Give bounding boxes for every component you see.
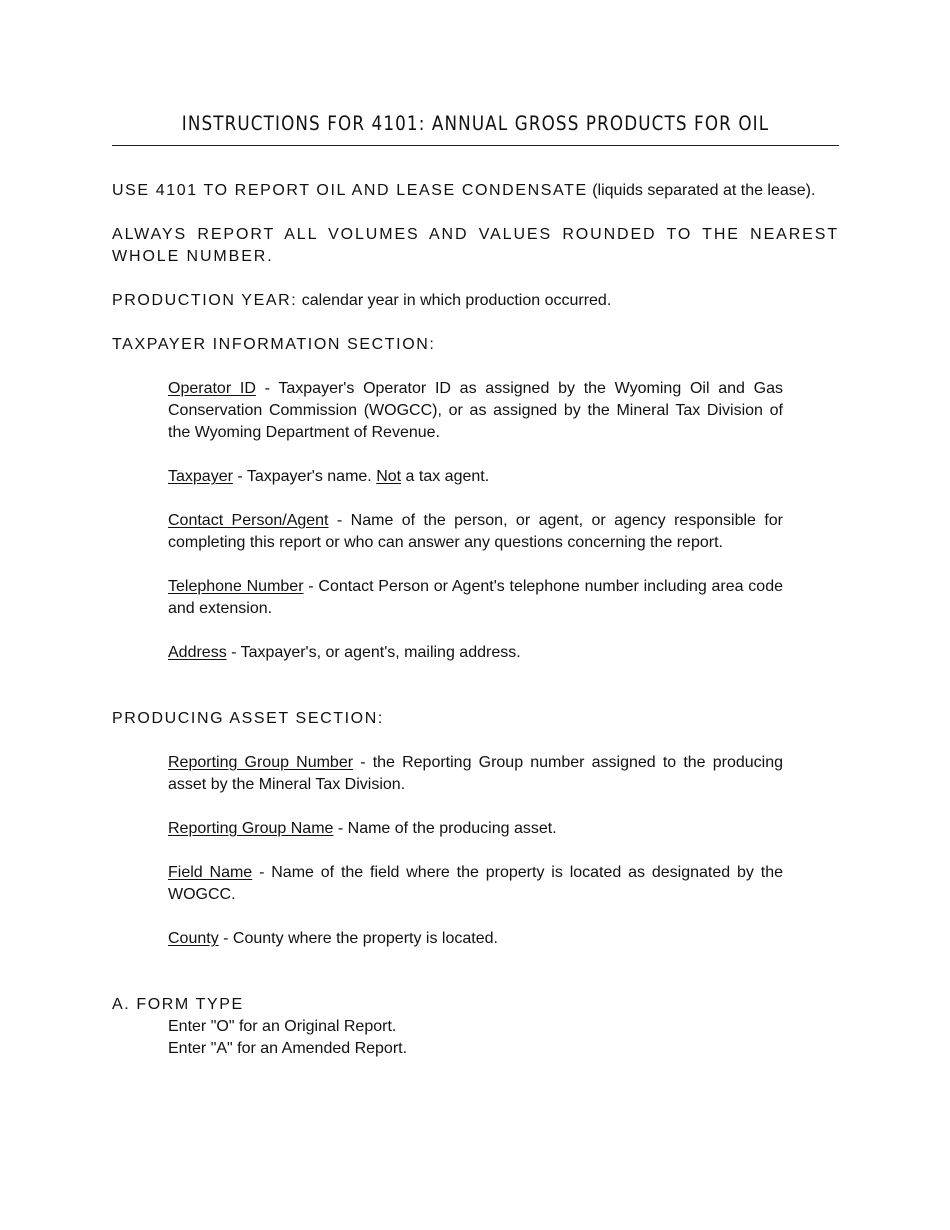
telephone-number-text: - Contact Person or Agent's telephone number including area code and extension. xyxy=(168,578,783,617)
intro-use-caps: USE 4101 TO REPORT OIL AND LEASE CONDENSATE xyxy=(112,182,588,199)
reporting-group-name-text: - Name of the producing asset. xyxy=(333,820,557,837)
operator-id-item xyxy=(168,378,783,444)
field-name-item xyxy=(168,862,783,906)
taxpayer-not-term: Not xyxy=(376,468,402,485)
production-year-label: PRODUCTION YEAR: xyxy=(112,292,298,309)
contact-person-text: - Name of the person, or agent, or agency responsible for completing this report or who can answer any questions concerning the report. xyxy=(168,512,784,551)
production-year-line xyxy=(112,290,611,312)
county-item xyxy=(168,928,783,950)
telephone-number-term: Telephone Number xyxy=(168,578,304,595)
taxpayer-text-b: a tax agent. xyxy=(401,468,490,485)
field-name-text: - Name of the field where the property is located as designated by the WOGCC. xyxy=(168,864,784,903)
taxpayer-term: Taxpayer xyxy=(168,468,233,485)
intro-use-line xyxy=(112,180,815,202)
address-item xyxy=(168,642,783,664)
taxpayer-text-a: - Taxpayer's name. xyxy=(232,468,377,485)
form-type-original-line: Enter "O" for an Original Report. xyxy=(168,1018,397,1035)
reporting-group-number-text: - the Reporting Group number assigned to the producing asset by the Mineral Tax Division. xyxy=(168,754,784,793)
contact-person-term: Contact Person/Agent xyxy=(168,512,329,529)
title-divider xyxy=(112,145,839,146)
production-year-text: calendar year in which production occurred. xyxy=(297,292,612,309)
operator-id-term: Operator ID xyxy=(168,380,256,397)
form-type-heading: A. FORM TYPE xyxy=(112,996,244,1013)
reporting-group-name-item xyxy=(168,818,783,840)
page-title: INSTRUCTIONS FOR 4101: ANNUAL GROSS PRODUCTS FOR OIL xyxy=(181,112,770,135)
address-term: Address xyxy=(168,644,227,661)
telephone-number-item xyxy=(168,576,783,620)
taxpayer-item xyxy=(168,466,783,488)
contact-person-item xyxy=(168,510,783,554)
intro-use-rest: (liquids separated at the lease). xyxy=(587,182,816,199)
county-term: County xyxy=(168,930,219,947)
taxpayer-section-heading: TAXPAYER INFORMATION SECTION: xyxy=(112,336,436,353)
field-name-term: Field Name xyxy=(168,864,253,881)
operator-id-text: - Taxpayer's Operator ID as assigned by the Wyoming Oil and Gas Conservation Commission (WOGCC), or as assigned by the Mineral Tax Division of the Wyoming Department of Revenue. xyxy=(168,380,783,441)
asset-section-heading: PRODUCING ASSET SECTION: xyxy=(112,710,384,727)
reporting-group-number-term: Reporting Group Number xyxy=(168,754,354,771)
county-text: - County where the property is located. xyxy=(218,930,498,947)
form-type-amended-line: Enter "A" for an Amended Report. xyxy=(168,1040,408,1057)
address-text: - Taxpayer's, or agent's, mailing address. xyxy=(226,644,521,661)
reporting-group-name-term: Reporting Group Name xyxy=(168,820,334,837)
reporting-group-number-item xyxy=(168,752,783,796)
intro-always-note: ALWAYS REPORT ALL VOLUMES AND VALUES ROUNDED TO THE NEAREST WHOLE NUMBER. xyxy=(112,226,839,265)
